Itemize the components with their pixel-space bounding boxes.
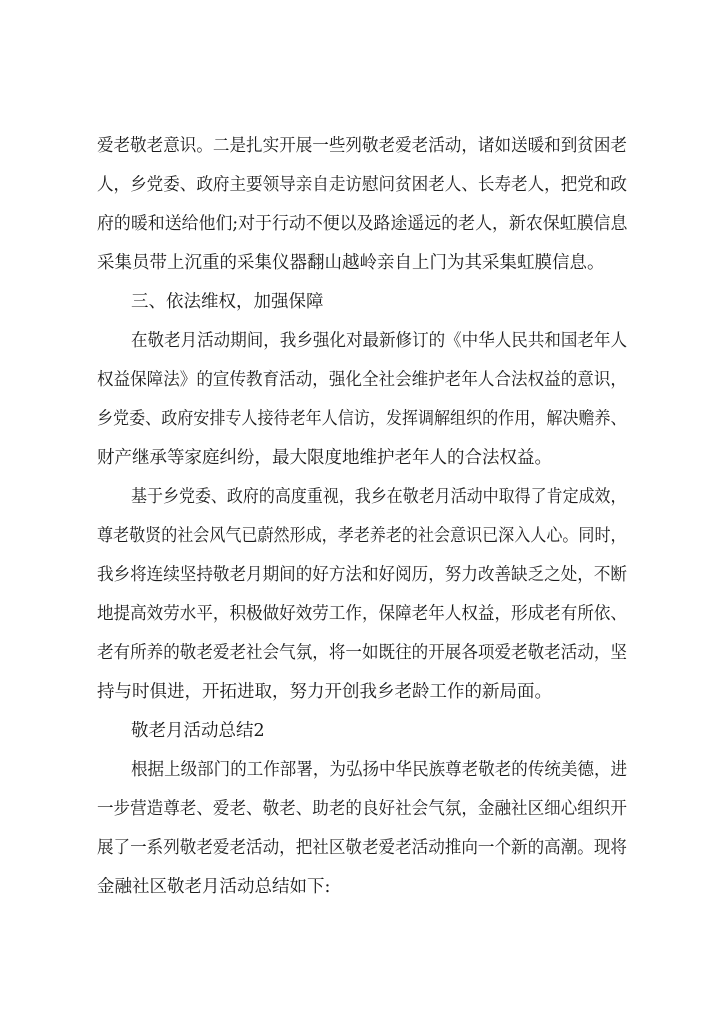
text-line: 尊老敬贤的社会风气已蔚然形成，孝老养老的社会意识已深入人心。同时，: [97, 526, 627, 546]
text-line: 地提高效劳水平，积极做好效劳工作，保障老年人权益，形成老有所依、: [97, 604, 627, 624]
section-heading: 三、依法维权，加强保障: [131, 292, 324, 312]
text-line: 采集员带上沉重的采集仪器翻山越岭亲自上门为其采集虹膜信息。: [97, 253, 605, 273]
text-line: 府的暖和送给他们;对于行动不便以及路途遥远的老人，新农保虹膜信息: [97, 214, 628, 234]
text-line: 财产继承等家庭纠纷，最大限度地维护老年人的合法权益。: [97, 448, 552, 468]
text-line: 老有所养的敬老爱老社会气氛，将一如既往的开展各项爱老敬老活动，坚: [97, 643, 627, 663]
text-line: 人，乡党委、政府主要领导亲自走访慰问贫困老人、长寿老人，把党和政: [97, 175, 627, 195]
section-heading: 敬老月活动总结2: [131, 721, 265, 741]
text-line: 乡党委、政府安排专人接待老年人信访，发挥调解组织的作用，解决赡养、: [97, 409, 627, 429]
text-line: 权益保障法》的宣传教育活动，强化全社会维护老年人合法权益的意识，: [97, 370, 627, 390]
text-line: 根据上级部门的工作部署，为弘扬中华民族尊老敬老的传统美德，进: [131, 760, 628, 780]
text-line: 金融社区敬老月活动总结如下:: [97, 877, 331, 897]
text-line: 持与时俱进，开拓进取，努力开创我乡老龄工作的新局面。: [97, 682, 552, 702]
text-line: 一步营造尊老、爱老、敬老、助老的良好社会气氛，金融社区细心组织开: [97, 799, 627, 819]
text-line: 我乡将连续坚持敬老月期间的好方法和好阅历，努力改善缺乏之处，不断: [97, 565, 627, 585]
text-line: 在敬老月活动期间，我乡强化对最新修订的《中华人民共和国老年人: [131, 331, 628, 351]
text-line: 展了一系列敬老爱老活动，把社区敬老爱老活动推向一个新的高潮。现将: [97, 838, 627, 858]
text-line: 爱老敬老意识。二是扎实开展一些列敬老爱老活动，诸如送暖和到贫困老: [97, 136, 627, 156]
text-line: 基于乡党委、政府的高度重视，我乡在敬老月活动中取得了肯定成效，: [131, 487, 627, 507]
